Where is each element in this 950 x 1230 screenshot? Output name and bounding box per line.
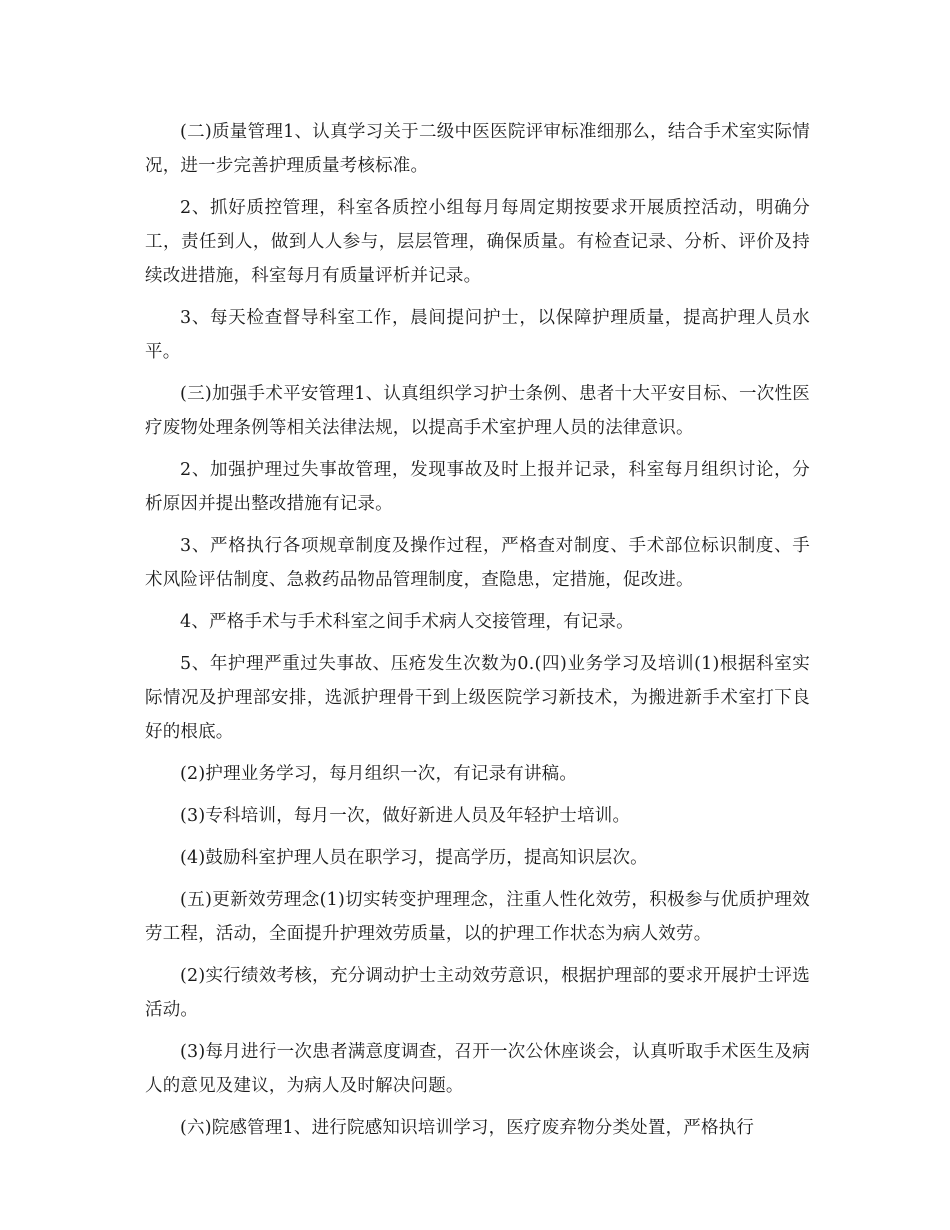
paragraph: 2、加强护理过失事故管理，发现事故及时上报并记录，科室每月组织讨论，分析原因并提出整改措施有记录。 — [145, 460, 810, 514]
paragraph: 3、每天检查督导科室工作，晨间提问护士，以保障护理质量，提高护理人员水平。 — [145, 308, 810, 362]
paragraph: (三)加强手术平安管理1、认真组织学习护士条例、患者十大平安目标、一次性医疗废物处理条例等相关法律法规，以提高手术室护理人员的法律意识。 — [145, 384, 810, 438]
document-body — [145, 115, 810, 1153]
paragraph: (3)每月进行一次患者满意度调查，召开一次公休座谈会，认真听取手术医生及病人的意见及建议，为病人及时解决问题。 — [145, 1042, 810, 1096]
paragraph: (4)鼓励科室护理人员在职学习，提高学历，提高知识层次。 — [180, 848, 648, 868]
paragraph: 5、年护理严重过失事故、压疮发生次数为0.(四)业务学习及培训(1)根据科室实际情况及护理部安排，选派护理骨干到上级医院学习新技术，为搬进新手术室打下良好的根底。 — [145, 654, 810, 742]
paragraph: 3、严格执行各项规章制度及操作过程，严格查对制度、手术部位标识制度、手术风险评估制度、急救药品物品管理制度，查隐患，定措施，促改进。 — [145, 536, 810, 590]
paragraph: (2)实行绩效考核，充分调动护士主动效劳意识，根据护理部的要求开展护士评选活动。 — [145, 966, 810, 1020]
paragraph: (五)更新效劳理念(1)切实转变护理理念，注重人性化效劳，积极参与优质护理效劳工程，活动，全面提升护理效劳质量，以的护理工作状态为病人效劳。 — [145, 890, 810, 944]
paragraph: 2、抓好质控管理，科室各质控小组每月每周定期按要求开展质控活动，明确分工，责任到人，做到人人参与，层层管理，确保质量。有检查记录、分析、评价及持续改进措施，科室每月有质量评析并记录。 — [145, 198, 810, 286]
paragraph: 4、严格手术与手术科室之间手术病人交接管理，有记录。 — [180, 612, 634, 632]
paragraph: (3)专科培训，每月一次，做好新进人员及年轻护士培训。 — [180, 806, 631, 826]
paragraph: (2)护理业务学习，每月组织一次，有记录有讲稿。 — [180, 764, 578, 784]
paragraph: (二)质量管理1、认真学习关于二级中医医院评审标准细那么，结合手术室实际情况，进一步完善护理质量考核标准。 — [145, 122, 810, 176]
paragraph: (六)院感管理1、进行院感知识培训学习，医疗废弃物分类处置，严格执行 — [180, 1118, 755, 1138]
